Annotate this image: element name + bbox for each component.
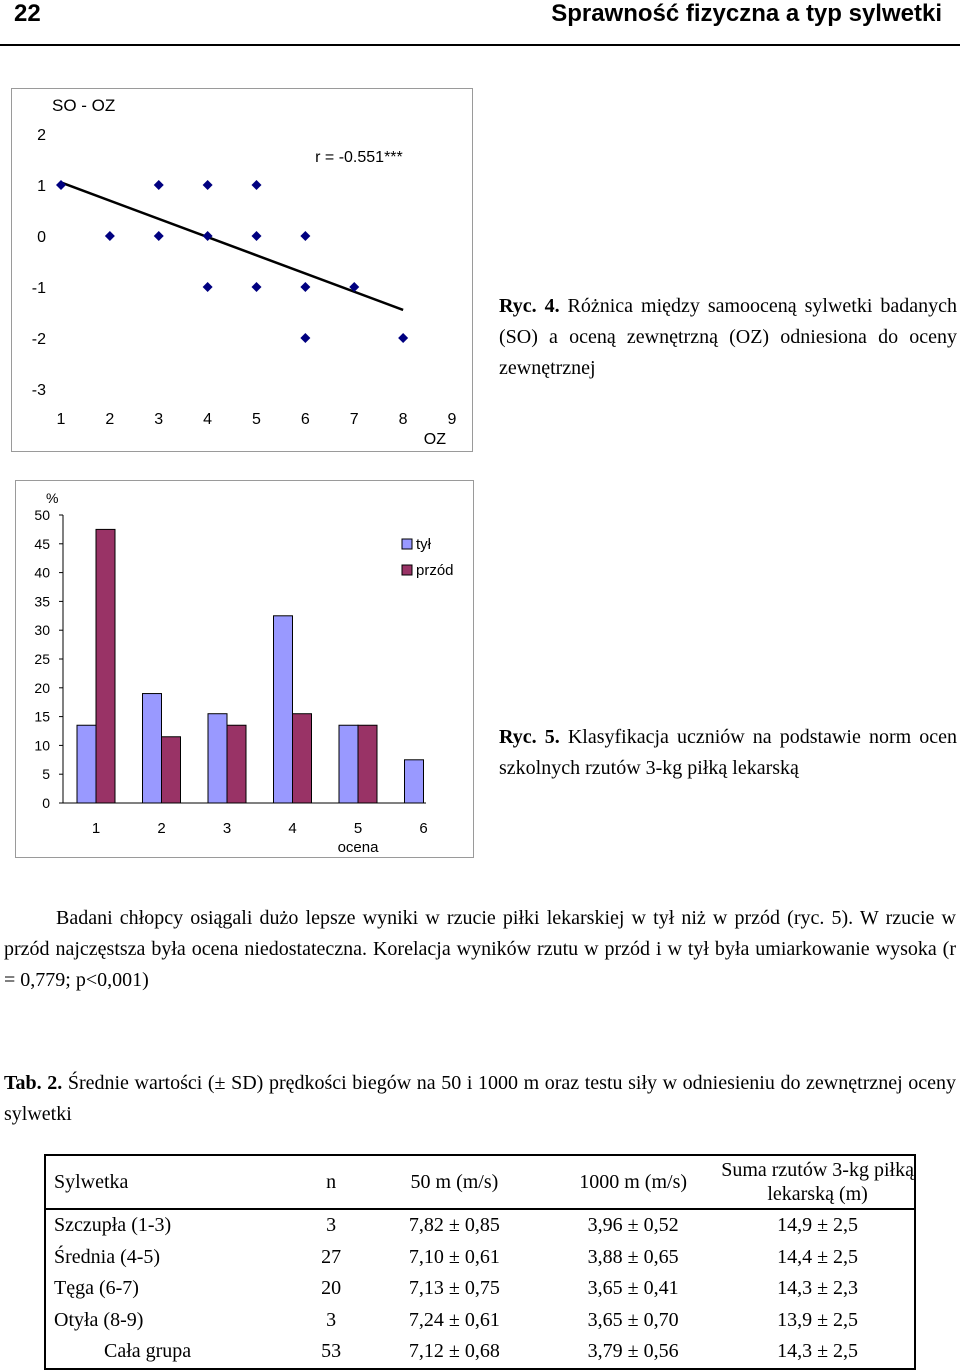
- bar-tyl: [405, 760, 424, 803]
- table-cell: 27: [321, 1245, 342, 1268]
- table-row: [45, 1209, 915, 1242]
- x-tick-label: 9: [447, 411, 457, 428]
- bar-tyl: [274, 616, 293, 803]
- y-tick-label: 10: [34, 737, 50, 754]
- table-header-cell: n: [298, 1155, 363, 1209]
- data-point: [252, 282, 262, 292]
- y-axis-label: %: [46, 490, 59, 506]
- table-cell: 3,88 ± 0,65: [587, 1245, 679, 1268]
- table-cell: Szczupła (1-3): [54, 1214, 172, 1237]
- table-cell: Tęga (6-7): [54, 1277, 139, 1300]
- table-cell: 13,9 ± 2,5: [777, 1308, 859, 1331]
- figure-5-caption-label: Ryc. 5.: [499, 726, 560, 748]
- y-tick-label: -1: [31, 280, 46, 297]
- y-tick-label: 1: [37, 178, 46, 195]
- table-cell: 14,3 ± 2,5: [777, 1340, 859, 1363]
- legend-swatch: [402, 539, 412, 549]
- y-tick-label: 35: [34, 593, 50, 610]
- bar-przod: [293, 714, 312, 803]
- bar-przod: [96, 529, 115, 803]
- table-cell: 20: [321, 1277, 342, 1300]
- legend-label: przód: [416, 562, 454, 579]
- table-cell: 7,12 ± 0,68: [408, 1340, 500, 1363]
- running-title: Sprawność fizyczna a typ sylwetki: [551, 0, 942, 27]
- header-rule: [0, 44, 960, 46]
- table-row: [45, 1336, 915, 1369]
- table-cell: 14,4 ± 2,5: [777, 1245, 859, 1268]
- table-cell: 14,3 ± 2,3: [777, 1277, 859, 1300]
- figure-4-box: [11, 88, 473, 452]
- data-point: [56, 180, 66, 190]
- data-point: [300, 282, 310, 292]
- x-tick-label: 2: [105, 411, 115, 428]
- trendline: [61, 182, 403, 310]
- body-paragraph: Badani chłopcy osiągali dużo lepsze wyniki w rzucie piłki lekarskiej w tył niż w przód (ryc. 5). W rzucie w przód najczęstsza była ocena niedostateczna. Korelacja wyników rzutu w przód i w tył była umiarkowanie wysoka (r = 0,779; p<0,001): [4, 907, 956, 991]
- table-caption: [4, 1068, 956, 1130]
- figure-5-caption-text: Klasyfikacja uczniów na podstawie norm ocen szkolnych rzutów 3-kg piłką lekarską: [499, 726, 958, 779]
- figure-5-box: [15, 480, 474, 858]
- bar-chart: [16, 481, 473, 857]
- bar-przod: [162, 737, 181, 803]
- table-row: [45, 1305, 915, 1337]
- y-tick-label: 15: [34, 708, 50, 725]
- data-point: [252, 231, 262, 241]
- y-tick-label: 0: [42, 795, 50, 811]
- x-tick-label: 8: [398, 411, 408, 428]
- y-tick-label: -2: [31, 331, 46, 348]
- data-point: [105, 231, 115, 241]
- table-cell: 3,79 ± 0,56: [587, 1340, 679, 1363]
- y-tick-label: 25: [34, 651, 50, 667]
- page-number: 22: [14, 0, 41, 27]
- data-point: [203, 180, 213, 190]
- x-tick-label: 3: [222, 820, 232, 837]
- legend-label: tył: [416, 536, 431, 553]
- table-cell: 7,13 ± 0,75: [408, 1277, 500, 1300]
- y-tick-label: 40: [34, 564, 50, 581]
- table-cell: 3,65 ± 0,70: [587, 1308, 679, 1331]
- table-cell: Średnia (4-5): [54, 1245, 161, 1268]
- table-caption-text: Średnie wartości (± SD) prędkości biegów na 50 i 1000 m oraz testu siły w odniesieniu do zewnętrznej oceny sylwetki: [4, 1072, 957, 1125]
- table-cell: 7,82 ± 0,85: [408, 1214, 500, 1237]
- y-tick-label: 30: [34, 622, 50, 639]
- y-tick-label: 45: [34, 535, 50, 552]
- x-tick-label: 4: [288, 820, 297, 837]
- x-axis-label: OZ: [423, 431, 446, 448]
- data-point: [154, 180, 164, 190]
- bar-tyl: [339, 725, 358, 803]
- x-tick-label: 1: [56, 411, 66, 428]
- x-axis-label: ocena: [337, 839, 379, 856]
- y-tick-label: 0: [37, 229, 46, 246]
- table-cell: Cała grupa: [104, 1340, 192, 1363]
- x-tick-label: 4: [203, 411, 213, 428]
- table-caption-label: Tab. 2.: [4, 1072, 63, 1094]
- y-tick-label: 20: [34, 679, 50, 696]
- x-tick-label: 6: [300, 411, 310, 428]
- data-point: [300, 333, 310, 343]
- table-header-row: [45, 1155, 915, 1209]
- table-cell: 7,24 ± 0,61: [408, 1308, 500, 1331]
- figure-5-caption: [499, 722, 957, 784]
- x-tick-label: 5: [353, 820, 363, 837]
- y-tick-label: 5: [42, 766, 50, 783]
- table-cell: 14,9 ± 2,5: [777, 1214, 859, 1237]
- x-tick-label: 3: [154, 411, 164, 428]
- scatter-chart: [12, 89, 472, 451]
- table-header-cell: 50 m (m/s): [364, 1155, 545, 1209]
- table-cell: 3,65 ± 0,41: [587, 1277, 679, 1300]
- table-cell: 3: [326, 1308, 337, 1331]
- scatter-title: SO - OZ: [52, 96, 116, 115]
- y-tick-label: 2: [37, 127, 46, 144]
- bar-przod: [227, 725, 246, 803]
- table-row: [45, 1273, 915, 1305]
- figure-4-caption-text: Różnica między samooceną sylwetki badanych (SO) a oceną zewnętrzną (OZ) odniesiona do oceny zewnętrznej: [499, 295, 957, 379]
- data-table: [44, 1154, 916, 1370]
- x-tick-label: 6: [419, 820, 428, 837]
- data-point: [252, 180, 262, 190]
- table-row: [45, 1242, 915, 1274]
- x-tick-label: 7: [349, 411, 359, 428]
- y-tick-label: 50: [34, 507, 50, 523]
- correlation-annotation: r = -0.551***: [315, 149, 403, 166]
- x-tick-label: 2: [157, 820, 166, 837]
- table-cell: 7,10 ± 0,61: [408, 1245, 500, 1268]
- table-cell: 53: [321, 1340, 342, 1363]
- data-point: [398, 333, 408, 343]
- x-tick-label: 5: [252, 411, 261, 428]
- table-header-cell: 1000 m (m/s): [545, 1155, 721, 1209]
- figure-4-caption-label: Ryc. 4.: [499, 295, 560, 317]
- data-point: [154, 231, 164, 241]
- data-point: [300, 231, 310, 241]
- y-tick-label: -3: [31, 382, 46, 399]
- table-cell: 3,96 ± 0,52: [587, 1214, 679, 1237]
- bar-tyl: [77, 725, 96, 803]
- table-header-cell: Sylwetka: [45, 1155, 298, 1209]
- x-tick-label: 1: [91, 820, 101, 837]
- bar-tyl: [208, 714, 227, 803]
- data-point: [203, 282, 213, 292]
- legend-swatch: [402, 565, 412, 575]
- bar-przod: [358, 725, 377, 803]
- figure-4-caption: [499, 291, 957, 384]
- table-cell: 3: [326, 1214, 337, 1237]
- table-cell: Otyła (8-9): [54, 1308, 144, 1331]
- table-header-cell: Suma rzutów 3-kg piłką lekarską (m): [721, 1155, 915, 1209]
- bar-tyl: [143, 694, 162, 803]
